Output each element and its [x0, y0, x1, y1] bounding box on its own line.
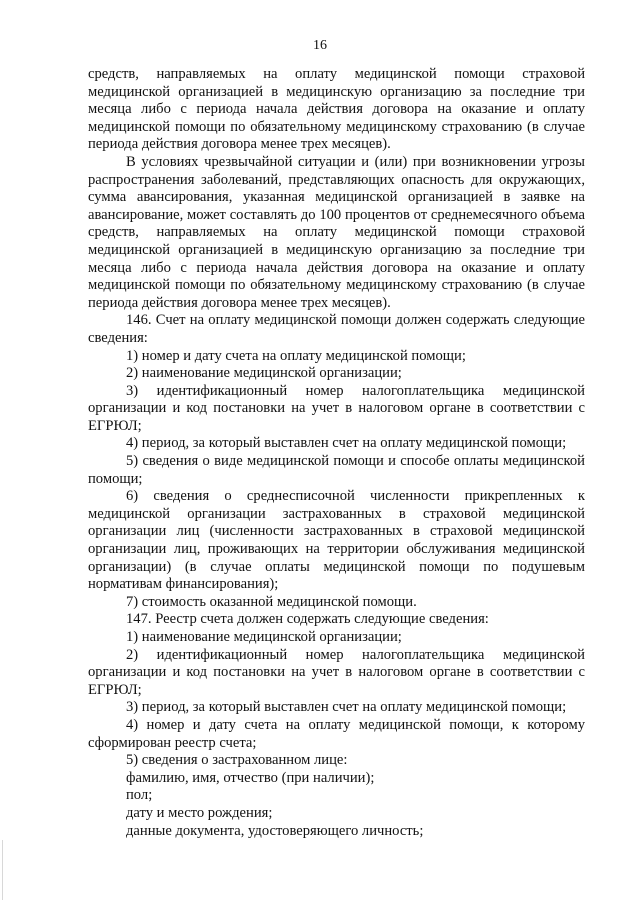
clause-146-item-6: 6) сведения о среднесписочной численности прикрепленных к медицинской организации застрахованных в страховой медицинской организации лиц (численности застрахованных в страховой медицинской организации лиц, проживающих на территории обслуживания медицинской организации) (в случае оплаты медицинской помощи по подушевым нормативам финансирования); [88, 488, 585, 593]
clause-147: 147. Реестр счета должен содержать следующие сведения: [126, 611, 489, 628]
insured-person-id-document: данные документа, удостоверяющего личность; [126, 822, 424, 839]
document-body [88, 66, 585, 840]
page-number: 16 [313, 38, 327, 53]
clause-147-item-3: 3) период, за который выставлен счет на оплату медицинской помощи; [126, 699, 567, 716]
insured-person-name: фамилию, имя, отчество (при наличии); [126, 769, 375, 786]
insured-person-sex: пол; [126, 787, 153, 804]
scan-edge-line [2, 840, 3, 900]
clause-147-item-4: 4) номер и дату счета на оплату медицинской помощи, к которому сформирован реестр счета; [88, 716, 585, 751]
insured-person-birth: дату и место рождения; [126, 804, 273, 821]
clause-146-item-7: 7) стоимость оказанной медицинской помощи. [126, 593, 417, 610]
clause-147-item-5: 5) сведения о застрахованном лице: [126, 752, 348, 769]
clause-146-item-5: 5) сведения о виде медицинской помощи и способе оплаты медицинской помощи; [88, 453, 585, 487]
paragraph-emergency-advance: В условиях чрезвычайной ситуации и (или) при возникновении угрозы распространения заболеваний, представляющих опасность для окружающих, сумма авансирования, указанная медицинской организацией в заявке на авансирование, может составлять до 100 процентов от среднемесячного объема средств, направляемых на оплату медицинской помощи страховой медицинской организацией в медицинскую организацию за последние три месяца либо с периода начала действия договора на оказание и оплату медицинской помощи по обязательному медицинскому страхованию (в случае периода действия договора менее трех месяцев). [88, 153, 585, 311]
clause-146-item-3: 3) идентификационный номер налогоплательщика медицинской организации и код постановки на учет в налоговом органе в соответствии с ЕГРЮЛ; [88, 382, 585, 434]
clause-147-item-1: 1) наименование медицинской организации; [126, 629, 402, 645]
clause-146-item-1: 1) номер и дату счета на оплату медицинской помощи; [126, 347, 466, 364]
paragraph-continuation: средств, направляемых на оплату медицинской помощи страховой медицинской организацией в медицинскую организацию за последние три месяца либо с периода начала действия договора на оказание и оплату медицинской помощи по обязательному медицинскому страхованию (в случае периода действия договора менее трех месяцев). [88, 66, 585, 153]
clause-146-item-2: 2) наименование медицинской организации; [126, 365, 402, 382]
clause-147-item-2: 2) идентификационный номер налогоплательщика медицинской организации и код постановки на учет в налоговом органе в соответствии с ЕГРЮЛ; [88, 646, 585, 698]
clause-146: 146. Счет на оплату медицинской помощи должен содержать следующие сведения: [88, 312, 585, 346]
clause-146-item-4: 4) период, за который выставлен счет на оплату медицинской помощи; [126, 435, 567, 452]
